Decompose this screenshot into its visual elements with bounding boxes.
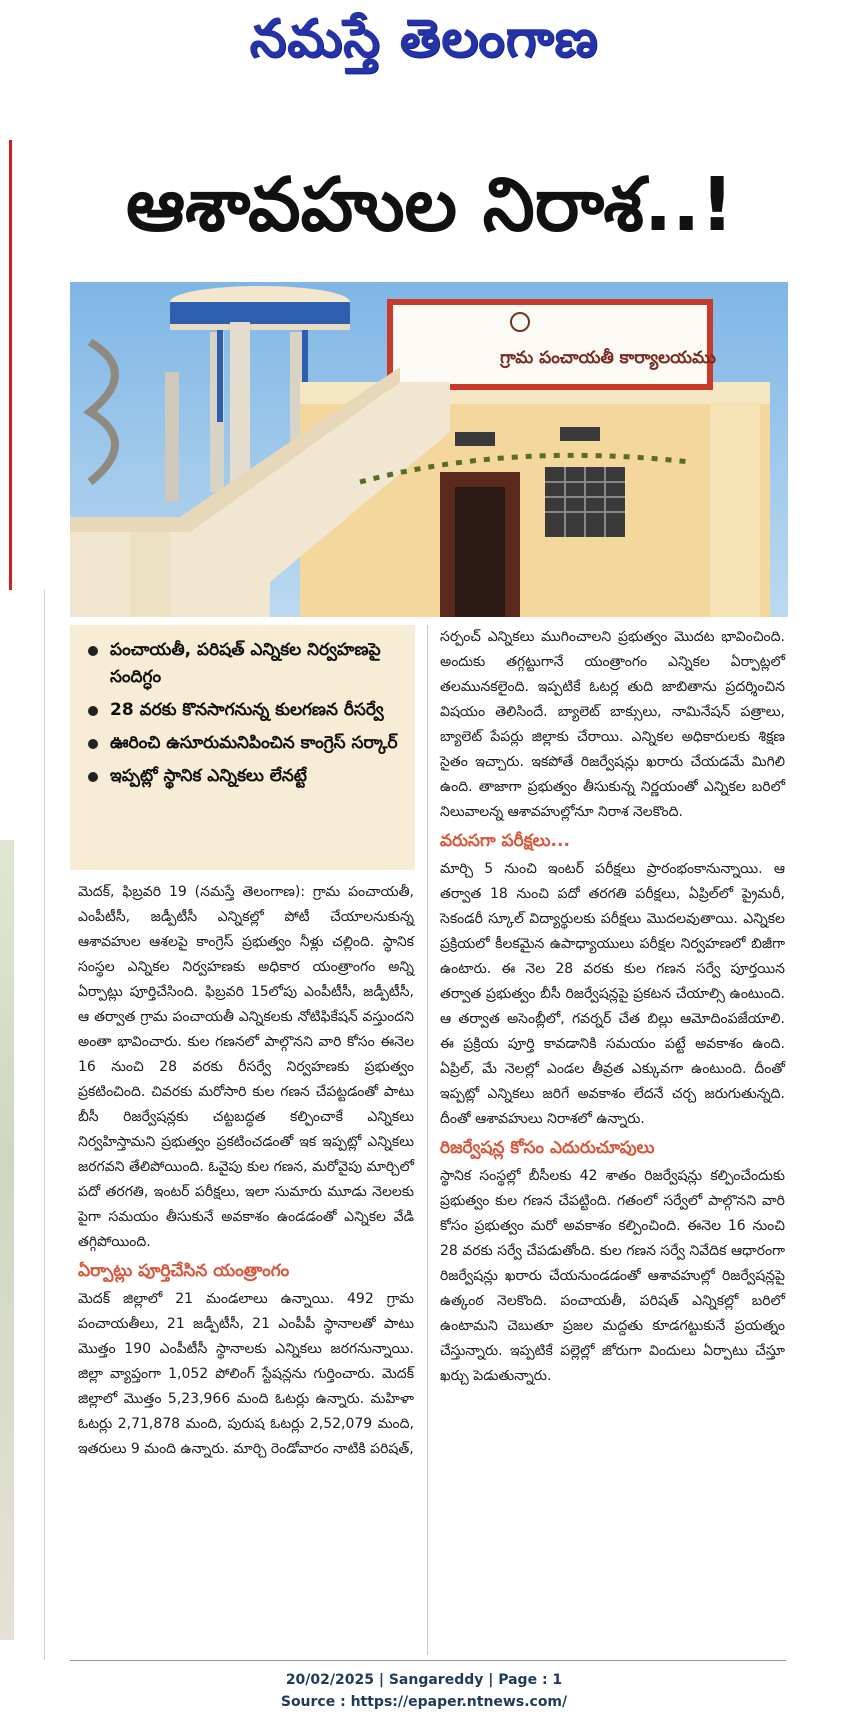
article-photo [70, 282, 788, 617]
subheading: వరుసగా పరీక్షలు... [440, 831, 570, 851]
newspaper-masthead: నమస్తే తెలంగాణ [249, 9, 599, 69]
source-info: Source : https://epaper.ntnews.com/ [280, 1694, 568, 1710]
article-paragraph: స్థానిక సంస్థల్లో బీసీలకు 42 శాతం రిజర్వేషన్లు కల్పించేందుకు ప్రభుత్వం కుల గణన చేపట్టింది. గతంలో సర్వేలో పాల్గొనని వారి కోసం ప్రభుత్వం మరో అవకాశం కల్పించింది. ఈనెల 16 నుంచి 28 వరకు సర్వే చేపడుతోంది. కుల గణన సర్వే నివేదిక ఆధారంగా రిజర్వేషన్లు ఖరారు చేయనుండడంతో ఆశావహుల్లో రిజర్వేషన్లపై ఉత్కంఠ నెలకొంది. పంచాయతీ, పరిషత్ ఎన్నికల్లో బరిలో ఉంటామని చెబుతూ ప్రజల మద్దతు కూడగట్టుకునే ప్రయత్నం చేస్తున్నారు. ఇప్పటికే పల్లెల్లో జోరుగా విందులు ఏర్పాటు చేస్తూ ఖర్చు పెడుతున్నారు. [440, 1168, 785, 1384]
highlight-item: ఇప్పట్లో స్థానిక ఎన్నికలు లేనట్టే [84, 763, 405, 790]
adjacent-article-edge [0, 140, 12, 590]
office-signboard-text: గ్రామ పంచాయతీ కార్యాలయము [500, 348, 716, 368]
highlights-box [70, 625, 415, 870]
panchayat-office-image [70, 282, 788, 617]
adjacent-page-strip [0, 840, 14, 1640]
highlight-item: పంచాయతీ, పరిషత్ ఎన్నికల నిర్వహణపై సందిగ్ధం [84, 637, 405, 691]
article-paragraph: సర్పంచ్ ఎన్నికలు ముగించాలని ప్రభుత్వం మొదట భావించింది. అందుకు తగ్గట్టుగానే యంత్రాంగం ఎన్నికల ఏర్పాట్లలో తలమునకలైంది. ఇప్పటికే ఓటర్ల తుది జాబితాను ప్రదర్శించిన విషయం తెలిసిందే. బ్యాలెట్ బాక్సులు, నామినేషన్ పత్రాలు, బ్యాలెట్ పేపర్లు జిల్లాకు చేరాయి. ఎన్నికల అధికారులకు శిక్షణ సైతం ఇచ్చారు. ఇకపోతే రిజర్వేషన్లు ఖరారు చేయడమే మిగిలి ఉంది. తాజాగా ప్రభుత్వం తీసుకున్న నిర్ణయంతో ఎన్నికల బరిలో నిలువాలన్న ఆశావహుల్లోనూ నిరాశ నెలకొంది. [440, 629, 785, 820]
left-column-rule [44, 590, 45, 1660]
article-paragraph: మెదక్ జిల్లాలో 21 మండలాలు ఉన్నాయి. 492 గ్రామ పంచాయతీలు, 21 జడ్పీటీసీ, 21 ఎంపీపీ స్థానాలతో పాటు మొత్తం 190 ఎంపీటీసీ స్థానాలకు ఎన్నికలు జరగనున్నాయి. జిల్లా వ్యాప్తంగా 1,052 పోలింగ్ స్టేషన్లను గుర్తించారు. మెదక్ జిల్లాలో మొత్తం 5,23,966 మంది ఓటర్లు ఉన్నారు. మహిళా ఓటర్లు 2,71,878 మంది, పురుష ఓటర్లు 2,52,079 మంది, ఇతరులు 9 మంది ఉన్నారు. మార్చి రెండోవారం నాటికి పరిషత్, [78, 1291, 414, 1457]
footer-divider [70, 1660, 786, 1661]
subheading: ఏర్పాట్లు పూర్తిచేసిన యంత్రాంగం [78, 1261, 290, 1281]
article-paragraph: మెదక్, ఫిబ్రవరి 19 (నమస్తే తెలంగాణ): గ్రామ పంచాయతీ, ఎంపీటీసీ, జడ్పీటీసీ ఎన్నికల్లో పోటీ చేయాలనుకున్న ఆశావహుల ఆశలపై కాంగ్రెస్ ప్రభుత్వం నీళ్లు చల్లింది. స్థానిక సంస్థల ఎన్నికల నిర్వహణకు అధికార యంత్రాంగం అన్ని ఏర్పాట్లు పూర్తిచేసింది. ఫిబ్రవరి 15లోపు ఎంపీటీసీ, జడ్పీటీసీ, ఆ తర్వాత గ్రామ పంచాయతీ ఎన్నికలకు నోటిఫికేషన్ వస్తుందని అంతా భావించారు. కుల గణనలో పాల్గొనని వారి కోసం ఈనెల 16 నుంచి 28 వరకు రీసర్వే నిర్వహణకు ప్రభుత్వం ప్రకటించింది. చివరకు మరోసారి కుల గణన చేపట్టడంతో పాటు బీసీ రిజర్వేషన్లకు చట్టబద్ధత కల్పించాకే ఎన్నికలు నిర్వహిస్తామని ప్రభుత్వం ప్రకటించడంతో ఇక ఇప్పట్లో ఎన్నికలు జరగవని తేలిపోయింది. ఓవైపు కుల గణన, మరోవైపు మార్చిలో పదో తరగతి, ఇంటర్ పరీక్షలు, ఇలా సుమారు మూడు నెలలకు పైగా సమయం తీసుకునే అవకాశం ఉండడంతో ఎన్నికల వేడి తగ్గిపోయింది. [78, 884, 414, 1250]
highlight-item: 28 వరకు కొనసాగనున్న కులగణన రీసర్వే [84, 697, 405, 724]
edition-info: 20/02/2025 | Sangareddy | Page : 1 [285, 1672, 563, 1688]
article-column-left [78, 880, 414, 1462]
highlight-item: ఊరించి ఉసూరుమనిపించిన కాంగ్రెస్ సర్కార్ [84, 730, 405, 757]
subheading: రిజర్వేషన్ల కోసం ఎదురుచూపులు [440, 1138, 655, 1158]
highlights-list [70, 625, 415, 790]
article-paragraph: మార్చి 5 నుంచి ఇంటర్ పరీక్షలు ప్రారంభంకానున్నాయి. ఆ తర్వాత 18 నుంచి పదో తరగతి పరీక్షలు, ఏప్రిల్‌లో ప్రైమరీ, సెకండరీ స్కూల్ విద్యార్థులకు పరీక్షలు మొదలవుతాయి. ఎన్నికల ప్రక్రియలో కీలకమైన ఉపాధ్యాయులు పరీక్షల నిర్వహణలో బిజీగా ఉంటారు. ఈ నెల 28 వరకు కుల గణన సర్వే పూర్తయిన తర్వాత ప్రభుత్వం బీసీ రిజర్వేషన్లపై ప్రకటన చేయాల్సి ఉంటుంది. ఆ తర్వాత అసెంబ్లీలో, గవర్నర్ చేత బిల్లు ఆమోదింపజేయాలి. ఈ ప్రక్రియ పూర్తి కావడానికి సమయం పట్టే అవకాశం ఉంది. ఏప్రిల్, మే నెలల్లో ఎండల తీవ్రత ఎక్కువగా ఉంటుంది. దీంతో ఇప్పట్లో ఎన్నికలు జరిగే అవకాశం లేదనే చర్చ జరుగుతున్నది. దీంతో ఆశావహులు నిరాశలో ఉన్నారు. [440, 861, 785, 1127]
article-column-right [440, 625, 785, 1389]
column-divider [427, 625, 428, 1655]
article-headline: ఆశావహుల నిరాశ..! [126, 162, 734, 248]
